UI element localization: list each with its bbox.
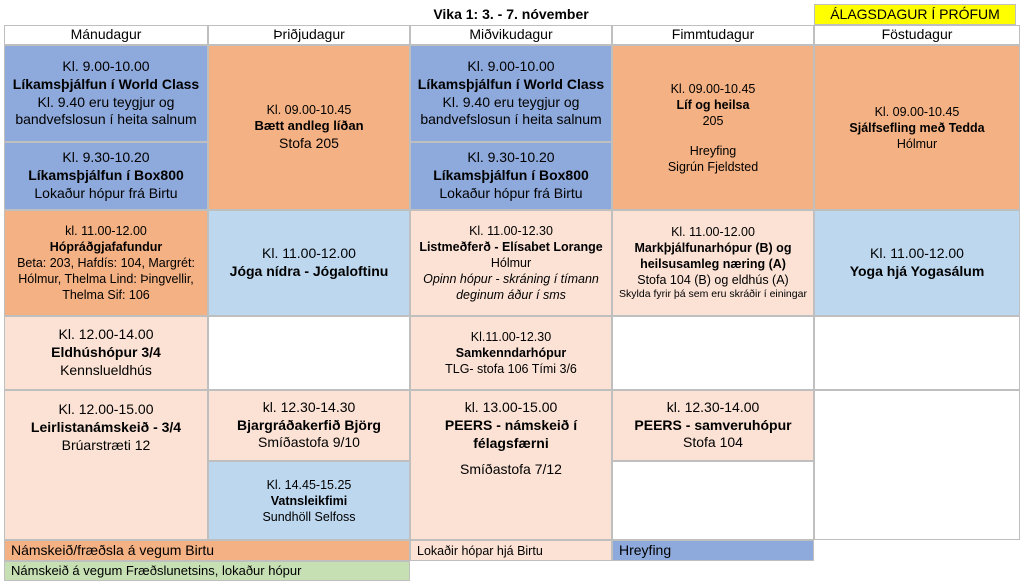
stress-day-text: ÁLAGSDAGUR Í PRÓFUM	[830, 5, 1000, 22]
event-time: Kl.11.00-12.30	[470, 330, 552, 344]
event-detail: Hólmur	[490, 256, 532, 270]
event-name: Bætt andleg líðan	[254, 118, 364, 134]
wed-worldclass-cell	[410, 45, 612, 142]
day-header-label: Föstudagur	[881, 26, 953, 43]
mon-kitchen-cell	[4, 316, 208, 390]
event-name: Yoga hjá Yogasálum	[849, 263, 985, 279]
event-time: Kl. 09.00-10.45	[670, 81, 756, 96]
tue-bjorg-cell	[208, 390, 410, 461]
legend-fraedslunet-courses	[4, 561, 410, 581]
day-header-monday	[4, 25, 208, 45]
day-header-label: Fimmtudagur	[671, 26, 755, 43]
legend-label: Lokaðir hópar hjá Birtu	[417, 543, 543, 558]
event-detail: Sundhöll Selfoss	[262, 509, 356, 524]
event-time: Kl. 11.00-12.00	[671, 225, 755, 240]
event-note: Skylda fyrir þá sem eru skráðir í einingar	[619, 288, 807, 301]
event-name: Sjálfsefling með Tedda	[849, 120, 985, 135]
event-time: kl. 12.30-14.30	[262, 398, 356, 415]
legend-movement	[612, 540, 814, 561]
event-detail: bandvefslosun í heita salnum	[420, 111, 602, 128]
event-note: Opinn hópur - skráning í tímann	[423, 272, 599, 286]
wed-peers-course-cell	[410, 390, 612, 540]
event-time: Kl. 12.00-14.00	[58, 326, 154, 343]
event-name: Líkamsþjálfun í World Class	[12, 75, 200, 92]
legend-birta-courses	[4, 540, 410, 561]
event-time: kl. 11.00-12.00	[65, 224, 147, 238]
tue-wellbeing-cell	[208, 45, 410, 210]
stress-day-banner	[814, 4, 1016, 25]
event-name: Jóga nídra - Jógaloftinu	[229, 263, 389, 279]
day-header-label: Þriðjudagur	[273, 26, 345, 43]
event-name: Líkamsþjálfun í World Class	[417, 75, 605, 92]
wed-art-therapy-cell	[410, 210, 612, 316]
event-time: Kl. 12.00-15.00	[58, 401, 154, 417]
event-detail: Kl. 9.40 eru teygjur og	[442, 93, 580, 110]
thu-empty-cell	[612, 316, 814, 390]
event-detail: Lokaður hópur frá Birtu	[34, 184, 178, 201]
event-time: Kl. 9.30-10.20	[62, 149, 150, 166]
event-detail: Stofa 104 (B) og eldhús (A)	[637, 273, 789, 288]
mon-worldclass-cell	[4, 45, 208, 142]
event-time: Kl. 9.00-10.00	[62, 57, 150, 74]
event-name: Bjargráðakerfið Björg	[237, 416, 381, 433]
event-name: Líkamsþjálfun í Box800	[433, 167, 589, 184]
thu-empty-cell-2	[612, 461, 814, 540]
event-name: Vatnsleikfimi	[270, 493, 348, 508]
day-header-label: Miðvikudagur	[469, 26, 553, 43]
event-detail: TLG- stofa 106 Tími 3/6	[445, 362, 577, 376]
thu-peers-group-cell	[612, 390, 814, 461]
event-name: PEERS - samveruhópur	[634, 416, 792, 433]
event-time: kl. 13.00-15.00	[464, 399, 558, 415]
event-name: Markþjálfunarhópur (B) og	[634, 241, 792, 256]
event-detail: Stofa 205	[279, 134, 339, 151]
event-time: Kl. 9.00-10.00	[467, 57, 555, 74]
event-name: Listmeðferð - Elísabet Lorange	[419, 240, 603, 254]
event-detail: Stofa 104	[683, 434, 743, 451]
event-detail: Hreyfing	[689, 143, 737, 158]
event-name: Hópráðgjafafundur	[49, 240, 163, 254]
event-name: Samkenndarhópur	[455, 346, 567, 360]
thu-coaching-cell	[612, 210, 814, 316]
legend-label: Námskeið á vegum Fræðslunetsins, lokaður hópur	[11, 562, 302, 578]
event-detail: 205	[702, 113, 724, 128]
event-detail: Smíðastofa 9/10	[258, 434, 360, 451]
event-name-cont: félagsfærni	[473, 434, 549, 451]
event-time: Kl. 9.30-10.20	[467, 149, 555, 166]
event-detail: Brúarstræti 12	[61, 436, 151, 453]
event-time: Kl. 11.00-12.00	[870, 245, 964, 262]
event-name: Leirlistanámskeið - 3/4	[30, 418, 182, 435]
mon-group-meeting-cell	[4, 210, 208, 316]
wed-compassion-cell	[410, 316, 612, 390]
fri-yoga-cell	[814, 210, 1020, 316]
event-detail: Kennslueldhús	[60, 361, 152, 378]
event-detail: Sigrún Fjeldsted	[667, 159, 759, 174]
event-time: Kl. 09.00-10.45	[874, 104, 960, 119]
event-detail: bandvefslosun í heita salnum	[15, 111, 197, 128]
event-name: Eldhúshópur 3/4	[51, 344, 161, 361]
event-time: Kl. 14.45-15.25	[266, 477, 352, 492]
day-header-tuesday	[208, 25, 410, 45]
day-header-thursday	[612, 25, 814, 45]
week-title-text: Vika 1: 3. - 7. nóvember	[433, 5, 589, 22]
event-detail: Kl. 9.40 eru teygjur og	[37, 93, 175, 110]
legend-label: Námskeið/fræðsla á vegum Birtu	[11, 541, 215, 558]
day-header-label: Mánudagur	[70, 26, 142, 43]
event-name: Líf og heilsa	[676, 97, 750, 112]
event-time: kl. 12.30-14.00	[666, 398, 760, 415]
event-detail: Hólmur	[896, 136, 938, 151]
fri-empty-cell-2	[814, 390, 1020, 540]
event-name: Líkamsþjálfun í Box800	[28, 167, 184, 184]
thu-life-health-cell	[612, 45, 814, 210]
tue-empty-cell	[208, 316, 410, 390]
tue-yoga-nidra-cell	[208, 210, 410, 316]
fri-empty-cell	[814, 316, 1020, 390]
event-time: Kl. 11.00-12.30	[469, 224, 553, 238]
legend-closed-groups	[410, 540, 612, 561]
mon-box800-cell	[4, 142, 208, 210]
event-note: deginum áður í sms	[456, 288, 566, 302]
day-header-friday	[814, 25, 1020, 45]
day-header-wednesday	[410, 25, 612, 45]
event-time: Kl. 09.00-10.45	[266, 103, 352, 118]
event-detail: Lokaður hópur frá Birtu	[439, 184, 583, 201]
event-time: Kl. 11.00-12.00	[262, 245, 356, 262]
week-title	[410, 4, 612, 25]
event-detail: Thelma Sif: 106	[62, 288, 150, 302]
event-detail: Hólmur, Thelma Lind: Þingvellir,	[18, 272, 194, 286]
wed-box800-cell	[410, 142, 612, 210]
event-name-cont: heilsusamleg næring (A)	[640, 257, 786, 272]
event-name: PEERS - námskeið í	[444, 416, 578, 433]
legend-label: Hreyfing	[619, 541, 672, 558]
mon-ceramics-cell	[4, 390, 208, 540]
event-detail: Beta: 203, Hafdís: 104, Margrét:	[17, 256, 195, 270]
tue-aquafit-cell	[208, 461, 410, 540]
event-detail: Smíðastofa 7/12	[460, 460, 562, 477]
fri-self-empowerment-cell	[814, 45, 1020, 210]
